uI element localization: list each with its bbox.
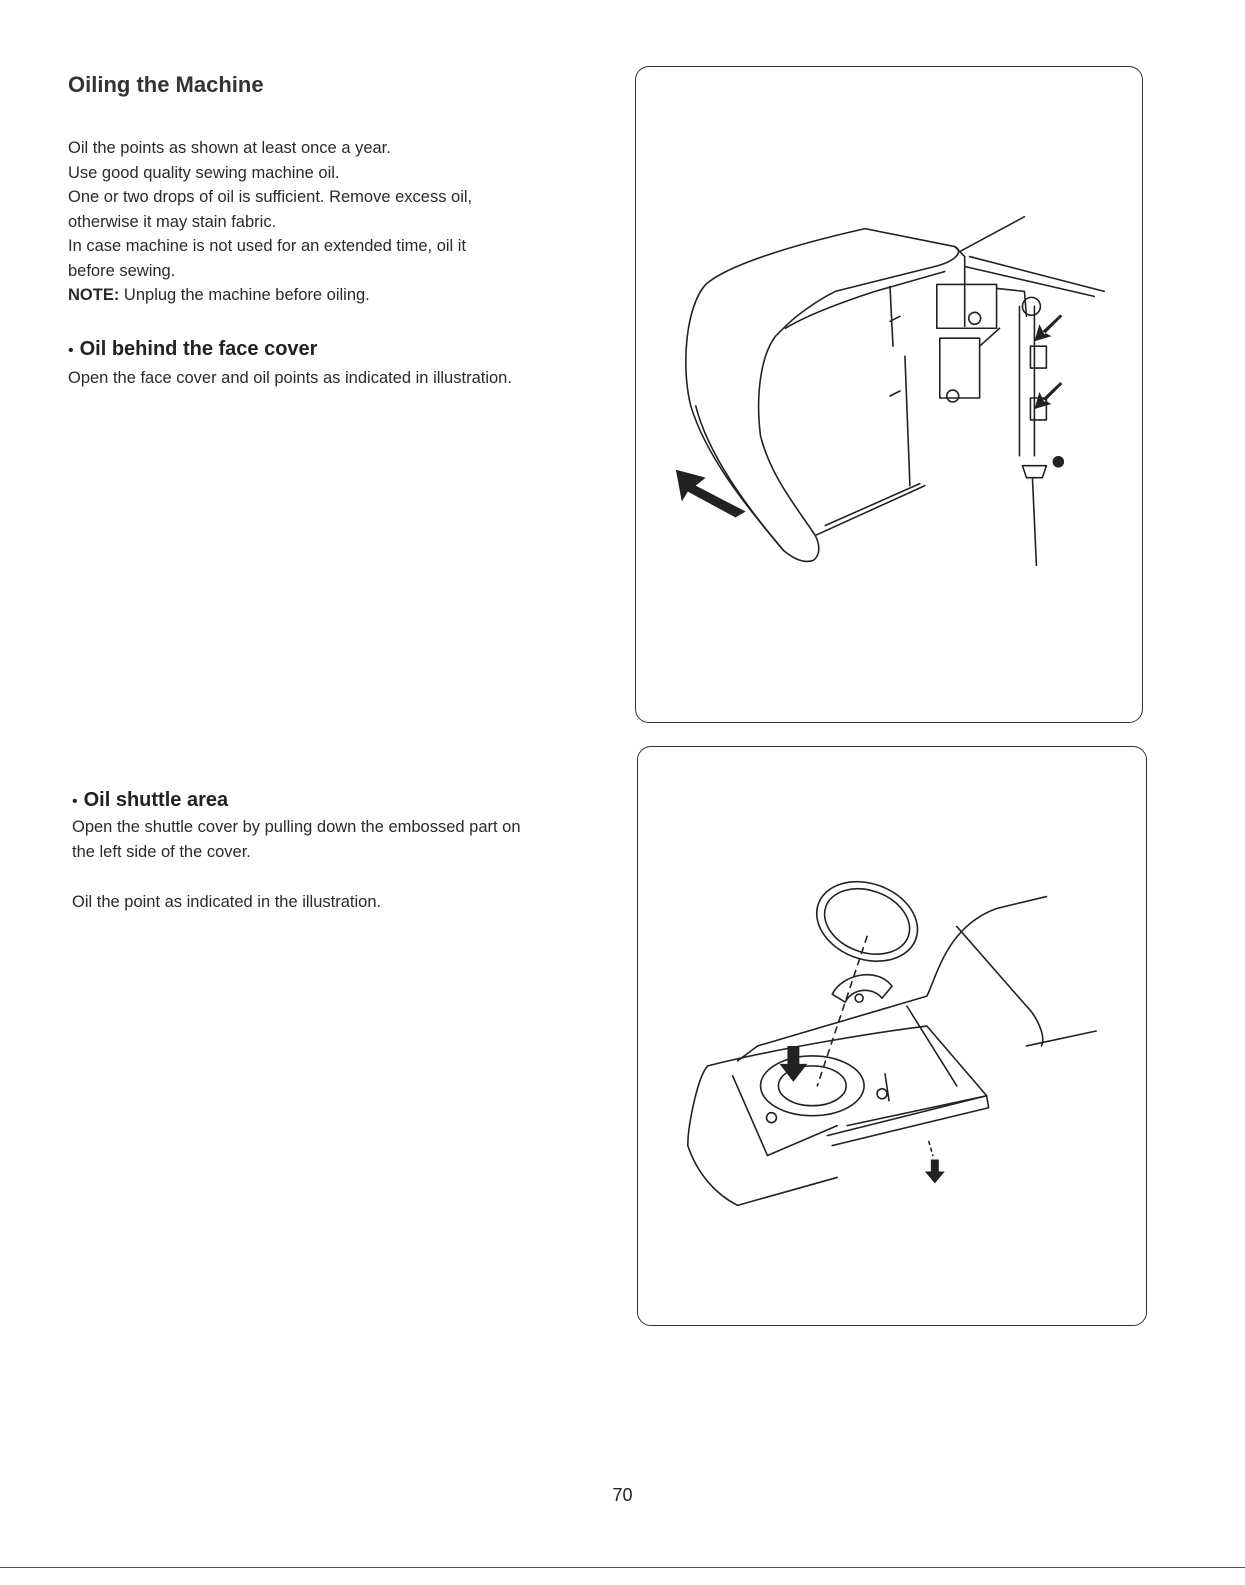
intro-line: One or two drops of oil is sufficient. Remove excess oil, xyxy=(68,188,473,206)
note-line xyxy=(68,283,608,308)
hook-center xyxy=(855,994,863,1002)
shuttle-area-illustration xyxy=(638,747,1146,1325)
intro-line: Use good quality sewing machine oil. xyxy=(68,163,340,182)
machine-bed-edge xyxy=(758,897,1047,1046)
face-cover-bottom-line xyxy=(825,484,920,526)
section-line: the left side of the cover. xyxy=(72,843,251,861)
presser-bar-block xyxy=(940,338,980,398)
intro-line: Oil the points as shown at least once a year. xyxy=(68,139,391,157)
mechanism-link xyxy=(980,328,1000,346)
race-ring xyxy=(805,868,928,975)
oil-point-arrow-icon xyxy=(1034,382,1062,409)
open-cover-arrow-icon xyxy=(676,470,746,518)
needle-clamp-screw-icon xyxy=(1053,457,1063,467)
needle-bar-holder xyxy=(937,284,997,328)
shuttle-plate xyxy=(708,1026,987,1126)
needle-clamp xyxy=(1022,466,1046,478)
needle-bar-arm xyxy=(997,288,1027,316)
screw-icon xyxy=(877,1089,887,1099)
oil-point-arrow-icon xyxy=(779,1046,807,1082)
assembly-guide-line xyxy=(817,936,867,1085)
screw-icon xyxy=(766,1113,776,1123)
machine-arm-edge xyxy=(907,1006,957,1086)
page-title: Oiling the Machine xyxy=(68,72,264,97)
section-line: Open the face cover and oil points as indicated in illustration. xyxy=(68,369,512,387)
machine-edge xyxy=(955,247,965,327)
shuttle-area-illustration-panel xyxy=(637,746,1147,1326)
pull-down-guide xyxy=(929,1142,933,1156)
oil-point-arrow-icon xyxy=(1034,314,1062,341)
machine-arm-edge xyxy=(1026,1031,1096,1046)
intro-line: In case machine is not used for an extended time, oil it xyxy=(68,237,467,255)
section-heading-text: Oil behind the face cover xyxy=(79,338,318,360)
machine-arm-edge xyxy=(957,926,1043,1046)
section-text-face-cover xyxy=(68,366,628,391)
machine-edge xyxy=(970,257,1104,292)
note-text: Unplug the machine before oiling. xyxy=(119,286,370,304)
face-cover-illustration-panel xyxy=(635,66,1143,723)
machine-edge xyxy=(965,267,1094,297)
shuttle-hook xyxy=(832,975,892,1002)
section-heading-face-cover xyxy=(68,338,317,361)
section-line xyxy=(72,865,632,890)
bottom-rule xyxy=(0,1567,1245,1568)
pull-down-arrow-icon xyxy=(925,1160,945,1184)
face-cover-inner-edge xyxy=(785,271,944,328)
note-label: NOTE: xyxy=(68,286,120,304)
cover-lip xyxy=(827,1096,988,1146)
hinge-line xyxy=(905,356,910,485)
face-cover-illustration xyxy=(636,67,1142,722)
machine-edge xyxy=(960,217,1025,252)
hinge-line xyxy=(890,286,893,346)
face-cover-bottom-line xyxy=(815,486,925,536)
needle-bar xyxy=(1019,306,1034,455)
section-line: Oil the point as indicated in the illustration. xyxy=(72,893,382,911)
intro-line: before sewing. xyxy=(68,261,176,280)
intro-paragraph xyxy=(68,136,608,308)
face-cover-edge xyxy=(696,406,784,550)
race-ring-inner xyxy=(815,877,918,965)
screw-icon xyxy=(969,312,981,324)
needle xyxy=(1032,478,1036,566)
section-text-shuttle xyxy=(72,815,632,915)
intro-line: otherwise it may stain fabric. xyxy=(68,212,277,231)
plate-edge xyxy=(738,1046,758,1061)
section-heading-text: Oil shuttle area xyxy=(83,789,229,811)
bullet-icon: • xyxy=(72,793,78,810)
section-line: Open the shuttle cover by pulling down the embossed part on xyxy=(72,818,521,836)
needle-bar-clamp xyxy=(1030,346,1046,368)
bullet-icon: • xyxy=(68,342,74,359)
page-number: 70 xyxy=(612,1485,633,1505)
screw-icon xyxy=(947,390,959,402)
shuttle-race xyxy=(761,1056,865,1116)
section-heading-shuttle xyxy=(72,789,228,812)
